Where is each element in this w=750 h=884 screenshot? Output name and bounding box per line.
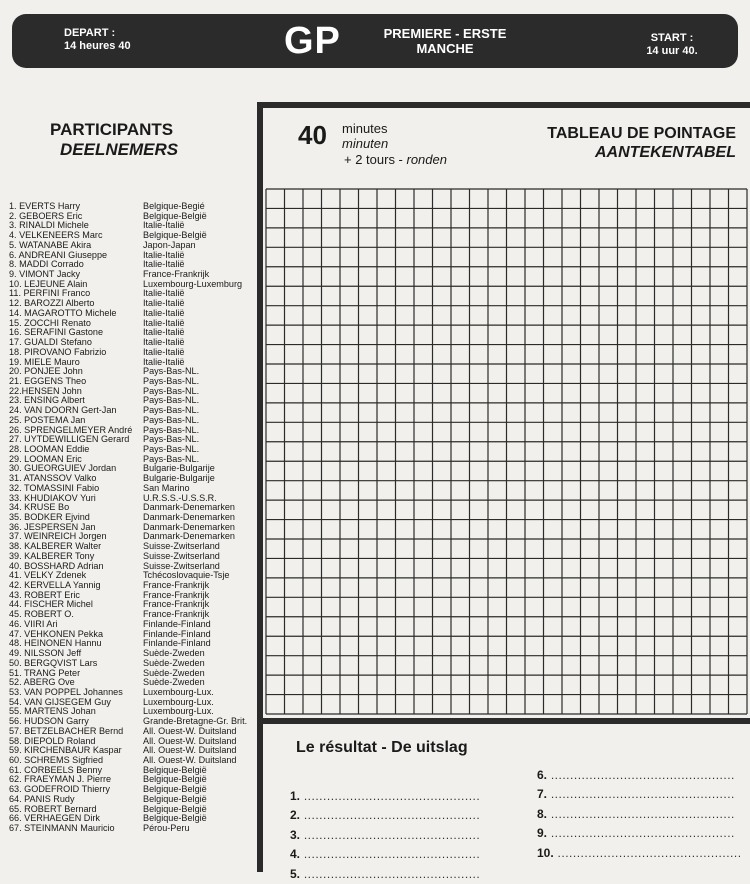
participant-name: 61. CORBEELS Benny [9,764,103,775]
participant-name: 58. DIEPOLD Roland [9,735,96,746]
result-position-number: 5. [290,866,301,881]
participant-name: 19. MIELE Mauro [9,356,80,367]
participant-country: Italie-Italië [143,288,185,299]
participant-name: 11. PERFINI Franco [9,288,91,299]
participant-name: 5. WATANABE Akira [9,239,92,250]
result-blank-line[interactable]: ................................................ [547,787,735,802]
participant-country: Pays-Bas-NL. [143,385,200,396]
participant-country: All. Ouest-W. Duitsland [143,725,237,736]
participant-country: Pays-Bas-NL. [143,366,200,377]
participant-country: All. Ouest-W. Duitsland [143,735,237,746]
result-blank-line[interactable]: .............................................. [300,827,481,842]
result-blank-line[interactable]: ................................................ [547,806,735,821]
participant-country: Italie-Italië [143,220,185,231]
result-title: Le résultat - De uitslag [296,739,468,756]
result-position-number: 10. [537,845,554,860]
scoreboard-title-nl: AANTEKENTABEL [594,144,736,161]
participant-name: 23. ENSING Albert [9,395,85,406]
participant-name: 56. HUDSON Garry [9,716,89,727]
scoreboard-title [520,124,736,162]
participant-country: Pays-Bas-NL. [143,424,200,435]
participant-name: 53. VAN POPPEL Johannes [9,686,123,697]
result-position-number: 1. [290,789,301,803]
participant-name: 30. GUEORGUIEV Jordan [9,463,117,474]
participant-country: Belgique-België [143,210,207,221]
round-line-1: PREMIERE - ERSTE [383,26,507,41]
participant-country: Italie-Italië [143,356,185,367]
participant-country: Japon-Japan [143,239,196,250]
participant-name: 3. RINALDI Michele [9,220,89,231]
participant-country: Luxembourg-Lux. [143,696,214,707]
participant-name: 28. LOOMAN Eddie [9,443,90,454]
participant-country: Bulgarie-Bulgarije [143,463,215,474]
result-separator [263,718,750,724]
result-position-number: 3. [290,827,301,842]
result-position-number: 6. [537,768,548,782]
participant-name: 15. ZOCCHI Renato [9,317,91,328]
participant-name: 44. FISCHER Michel [9,599,93,610]
participant-name: 22.HENSEN John [9,385,82,396]
participant-name: 48. HEINONEN Hannu [9,638,102,649]
participant-country: Italie-Italië [143,249,185,260]
participant-country: Italie-Italië [143,307,185,318]
participant-country: Luxembourg-Lux. [143,706,214,717]
depart-time: 14 heures 40 [64,40,131,52]
participant-name: 52. ABERG Ove [9,677,75,688]
result-position-number: 7. [537,787,548,802]
participant-country: France-Frankrijk [143,580,210,591]
result-line[interactable] [537,824,742,843]
participants-title-fr: PARTICIPANTS [50,120,174,139]
participant-name: 43. ROBERT Eric [9,589,80,600]
result-line[interactable] [290,787,480,806]
minutes-fr: minutes [342,121,388,136]
participant-name: 14. MAGAROTTO Michele [9,307,117,318]
participant-name: 8. MADDI Corrado [9,259,84,270]
participant-name: 32. TOMASSINI Fabio [9,482,100,493]
scoring-grid[interactable] [263,186,750,717]
participant-country: France-Frankrijk [143,269,210,280]
participant-name: 46. VIIRI Ari [9,618,58,629]
participant-name: 41. VELKY Zdenek [9,570,87,581]
participant-name: 24. VAN DOORN Gert-Jan [9,405,117,416]
result-blank-line[interactable]: .............................................. [300,789,481,803]
participant-country: Suède-Zweden [143,677,205,688]
participant-name: 33. KHUDIAKOV Yuri [9,492,96,503]
participant-country: Italie-Italië [143,259,185,270]
result-blank-line[interactable]: ................................................ [553,845,742,860]
start-label: START : [650,32,694,44]
result-line[interactable] [290,826,480,845]
laps-line [344,153,447,167]
participant-country: Pays-Bas-NL. [143,405,200,416]
participant-name: 60. SCHREMS Sigfried [9,754,104,765]
participant-country: Finlande-Finland [143,628,211,639]
participant-country: Luxembourg-Luxemburg [143,278,243,289]
participant-country: Suisse-Zwitserland [143,541,220,552]
result-position-number: 9. [537,826,548,841]
participant-country: Pays-Bas-NL. [143,414,200,425]
participant-country: Grande-Bretagne-Gr. Brit. [143,716,248,727]
participant-name: 62. FRAEYMAN J. Pierre [9,774,112,785]
participant-country: Belgique-België [143,803,207,814]
result-blank-line[interactable]: ................................................ [547,826,735,841]
start-time: 14 uur 40. [646,45,698,57]
participant-country: France-Frankrijk [143,609,210,620]
participant-name: 40. BOSSHARD Adrian [9,560,104,571]
participant-name: 27. UYTDEWILLIGEN Gerard [9,434,130,445]
participant-country: Suède-Zweden [143,667,205,678]
participant-name: 59. KIRCHENBAUR Kaspar [9,745,122,756]
round-title [350,26,540,56]
participant-country: Belgique-Begié [143,201,205,211]
participant-name: 35. BODKER Ejvind [9,512,90,522]
participant-country: Pays-Bas-NL. [143,375,200,386]
participant-country: Pays-Bas-NL. [143,443,200,454]
participant-name: 37. WEINREICH Jorgen [9,531,107,542]
scoreboard-title-fr: TABLEAU DE POINTAGE [547,125,736,142]
participant-country: Italie-Italië [143,298,185,309]
result-position-number: 4. [290,847,301,862]
participant-name: 16. SERAFINI Gastone [9,327,104,338]
participant-name: 66. VERHAEGEN Dirk [9,813,100,824]
participant-country: Pays-Bas-NL. [143,395,200,406]
participant-name: 6. ANDREANI Giuseppe [9,249,108,260]
result-blank-line[interactable]: .............................................. [300,808,481,823]
participant-name: 36. JESPERSEN Jan [9,521,96,532]
participants-title-nl: DEELNEMERS [60,140,179,159]
participant-country: Suède-Zweden [143,657,205,668]
participant-country: Belgique-België [143,793,207,804]
result-blank-line[interactable]: ................................................ [547,768,735,782]
participant-country: All. Ouest-W. Duitsland [143,754,237,765]
participant-country: Pérou-Peru [143,823,190,833]
result-line[interactable] [537,844,742,863]
result-positions-right [537,766,742,863]
participant-country: Belgique-België [143,774,207,785]
participant-country: Tchécoslovaquie-Tsje [143,570,230,581]
participant-country: Danmark-Denemarken [143,502,235,513]
result-positions-left [290,787,480,884]
result-position-number: 8. [537,806,548,821]
laps-prefix: + 2 tours - [344,152,407,167]
participant-name: 51. TRANG Peter [9,667,81,678]
participant-name: 50. BERGQVIST Lars [9,657,98,668]
header-banner [12,14,738,68]
participant-country: France-Frankrijk [143,589,210,600]
participant-name: 21. EGGENS Theo [9,375,87,386]
participant-country: U.R.S.S.-U.S.S.R. [143,492,217,503]
result-blank-line[interactable]: .............................................. [300,847,481,862]
participant-country: Italie-Italië [143,337,185,348]
participant-name: 10. LEJEUNE Alain [9,278,88,289]
participant-name: 45. ROBERT O. [9,609,74,620]
participant-name: 38. KALBERER Walter [9,541,102,552]
start-block [627,32,717,58]
participant-name: 12. BAROZZI Alberto [9,298,95,309]
participant-country: Finlande-Finland [143,638,211,649]
participant-name: 26. SPRENGELMEYER André [9,424,133,435]
result-line[interactable] [290,845,480,864]
participant-country: Bulgarie-Bulgarije [143,473,215,484]
participant-name: 2. GEBOERS Eric [9,210,83,221]
participant-country: Finlande-Finland [143,618,211,629]
result-line[interactable] [537,785,742,804]
participant-country: Belgique-België [143,230,207,241]
participant-country: Pays-Bas-NL. [143,434,200,445]
participant-name: 18. PIROVANO Fabrizio [9,346,107,357]
participant-name: 55. MARTENS Johan [9,706,96,717]
participant-country: Belgique-België [143,784,207,795]
result-line[interactable] [290,865,480,884]
participant-name: 20. PONJEE John [9,366,83,377]
result-blank-line[interactable]: .............................................. [300,866,481,881]
participant-country: Belgique-België [143,764,207,775]
participant-country: Belgique-België [143,813,207,824]
participant-country: Suisse-Zwitserland [143,550,220,561]
participant-country: Italie-Italië [143,317,185,328]
participant-name: 67. STEINMANN Mauricio [9,823,115,833]
participant-name: 17. GUALDI Stefano [9,337,92,348]
participant-name: 57. BETZELBACHER Bernd [9,725,124,736]
participant-name: 42. KERVELLA Yannig [9,580,101,591]
participant-country: Danmark-Denemarken [143,521,235,532]
depart-block [64,27,131,53]
participant-name: 47. VEHKONEN Pekka [9,628,104,639]
participant-name: 39. KALBERER Tony [9,550,95,561]
participant-name: 1. EVERTS Harry [9,201,81,211]
result-position-number: 2. [290,808,301,823]
participant-country: San Marino [143,482,190,493]
participant-country: Danmark-Denemarken [143,531,235,542]
participant-name: 31. ATANSSOV Valko [9,473,97,484]
participant-country: Italie-Italië [143,346,185,357]
result-line[interactable] [290,806,480,825]
minutes-nl: minuten [342,136,389,151]
participant-country: France-Frankrijk [143,599,210,610]
participant-country: Danmark-Denemarken [143,512,235,522]
participant-name: 54. VAN GIJSEGEM Guy [9,696,111,707]
depart-label: DEPART : [64,27,116,39]
participant-name: 65. ROBERT Bernard [9,803,97,814]
minutes-value: 40 [298,120,327,150]
participant-country: Suède-Zweden [143,648,205,659]
participant-country: Italie-Italië [143,327,185,338]
participant-name: 25. POSTEMA Jan [9,414,86,425]
gp-logo: GP [284,20,341,62]
participant-name: 63. GODEFROID Thierry [9,784,110,795]
participant-country: Pays-Bas-NL. [143,453,200,464]
participant-country: All. Ouest-W. Duitsland [143,745,237,756]
participants-title [50,120,178,160]
participant-country: Luxembourg-Lux. [143,686,214,697]
round-line-2: MANCHE [416,41,474,56]
participant-name: 49. NILSSON Jeff [9,648,82,659]
participant-name: 64. PANIS Rudy [9,793,75,804]
participant-country: Suisse-Zwitserland [143,560,220,571]
participant-name: 34. KRUSE Bo [9,502,70,513]
participant-name: 4. VELKENEERS Marc [9,230,103,241]
result-line[interactable] [537,805,742,824]
laps-nl: ronden [406,152,447,167]
result-line[interactable] [537,766,742,785]
participant-name: 9. VIMONT Jacky [9,269,81,280]
participant-name: 29. LOOMAN Eric [9,453,82,464]
